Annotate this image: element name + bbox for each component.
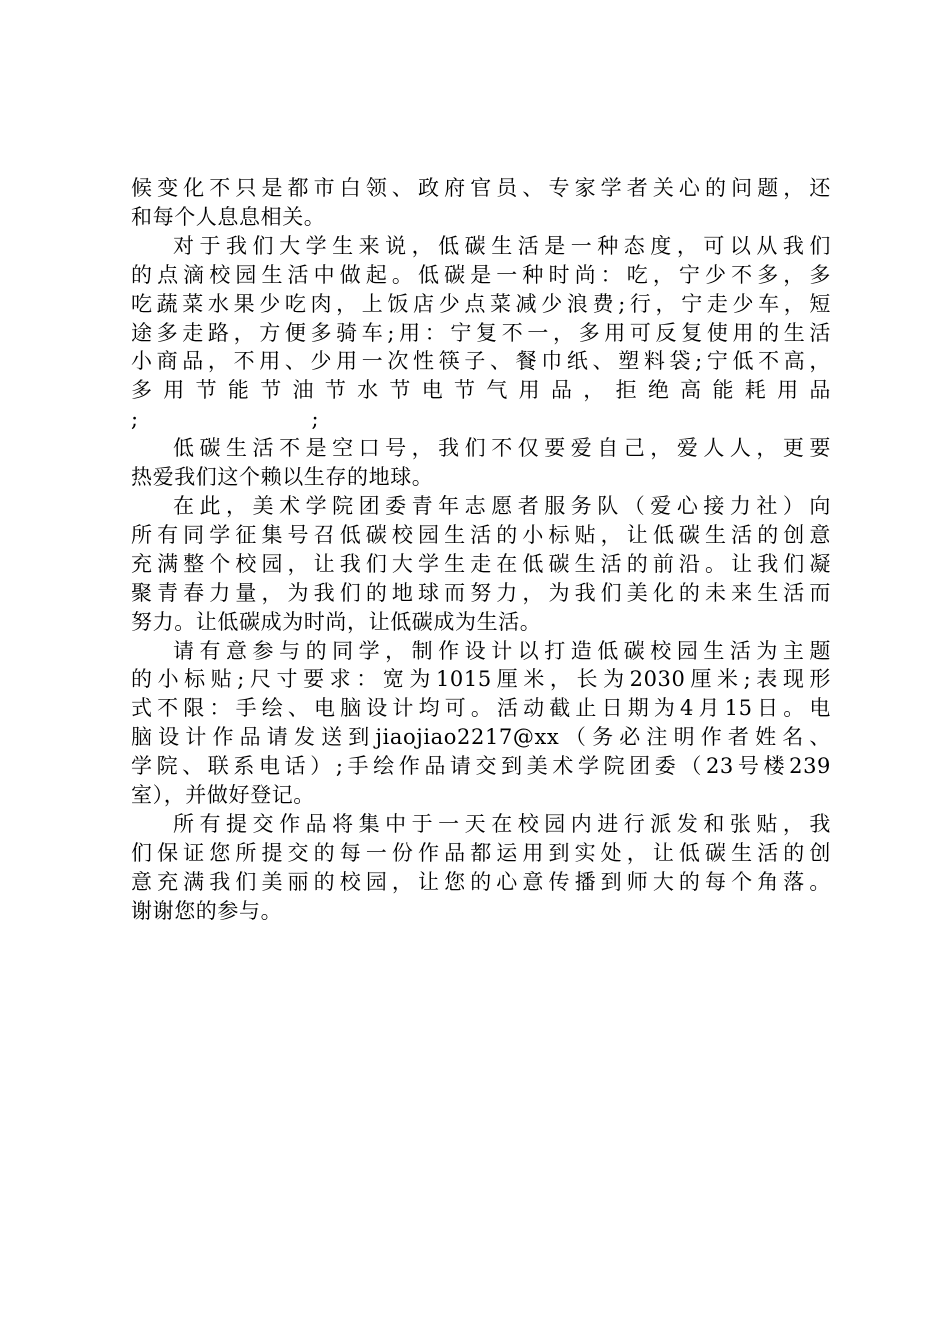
text-line: 脑设计作品请发送到jiaojiao2217@xx（务必注明作者姓名、 — [131, 725, 831, 750]
paragraph-5 — [131, 637, 831, 810]
text-line: 努力。让低碳成为时尚，让低碳成为生活。 — [131, 609, 542, 634]
text-line: 室），并做好登记。 — [131, 783, 315, 808]
text-line: 请有意参与的同学，制作设计以打造低碳校园生活为主题 — [173, 638, 831, 663]
paragraph-6 — [131, 810, 831, 926]
text-line: 的点滴校园生活中做起。低碳是一种时尚：吃，宁少不多，多 — [131, 262, 831, 287]
text-line: 途多走路，方便多骑车;用：宁复不一，多用可反复使用的生活 — [131, 320, 831, 345]
paragraph-4 — [131, 492, 831, 637]
text-line: 在此，美术学院团委青年志愿者服务队（爱心接力社）向 — [173, 493, 831, 518]
text-line: 意充满我们美丽的校园，让您的心意传播到师大的每个角落。 — [131, 869, 831, 894]
text-line: 候变化不只是都市白领、政府官员、专家学者关心的问题，还 — [131, 176, 831, 200]
paragraph-1 — [131, 174, 831, 232]
text-line: 所有提交作品将集中于一天在校园内进行派发和张贴，我 — [173, 811, 831, 836]
paragraph-3 — [131, 434, 831, 492]
text-line: 吃蔬菜水果少吃肉，上饭店少点菜减少浪费;行，宁走少车，短 — [131, 291, 831, 316]
text-line: 的小标贴;尺寸要求：宽为1015厘米，长为2030厘米;表现形 — [131, 667, 831, 692]
text-line: 对于我们大学生来说，低碳生活是一种态度，可以从我们 — [173, 233, 831, 258]
text-line: 们保证您所提交的每一份作品都运用到实处，让低碳生活的创 — [131, 840, 831, 865]
paragraph-2 — [131, 232, 831, 434]
text-line: 多用节能节油节水节电节气用品，拒绝高能耗用品 — [131, 378, 831, 403]
text-line: 小商品，不用、少用一次性筷子、餐巾纸、塑料袋;宁低不高， — [131, 349, 831, 374]
text-line: 谢谢您的参与。 — [131, 898, 283, 923]
document-page — [131, 174, 831, 926]
text-line: 低碳生活不是空口号，我们不仅要爱自己，爱人人，更要 — [173, 436, 831, 461]
text-line: 学院、联系电话）;手绘作品请交到美术学院团委（23号楼239 — [131, 754, 831, 779]
text-line: ; ; — [131, 407, 320, 432]
text-line: 式不限：手绘、电脑设计均可。活动截止日期为4月15日。电 — [131, 696, 831, 721]
text-line: 聚青春力量，为我们的地球而努力，为我们美化的未来生活而 — [131, 580, 831, 605]
text-line: 所有同学征集号召低碳校园生活的小标贴，让低碳生活的创意 — [131, 522, 831, 547]
text-line: 充满整个校园，让我们大学生走在低碳生活的前沿。让我们凝 — [131, 551, 831, 576]
text-line: 热爱我们这个赖以生存的地球。 — [131, 465, 434, 490]
text-line: 和每个人息息相关。 — [131, 204, 326, 229]
